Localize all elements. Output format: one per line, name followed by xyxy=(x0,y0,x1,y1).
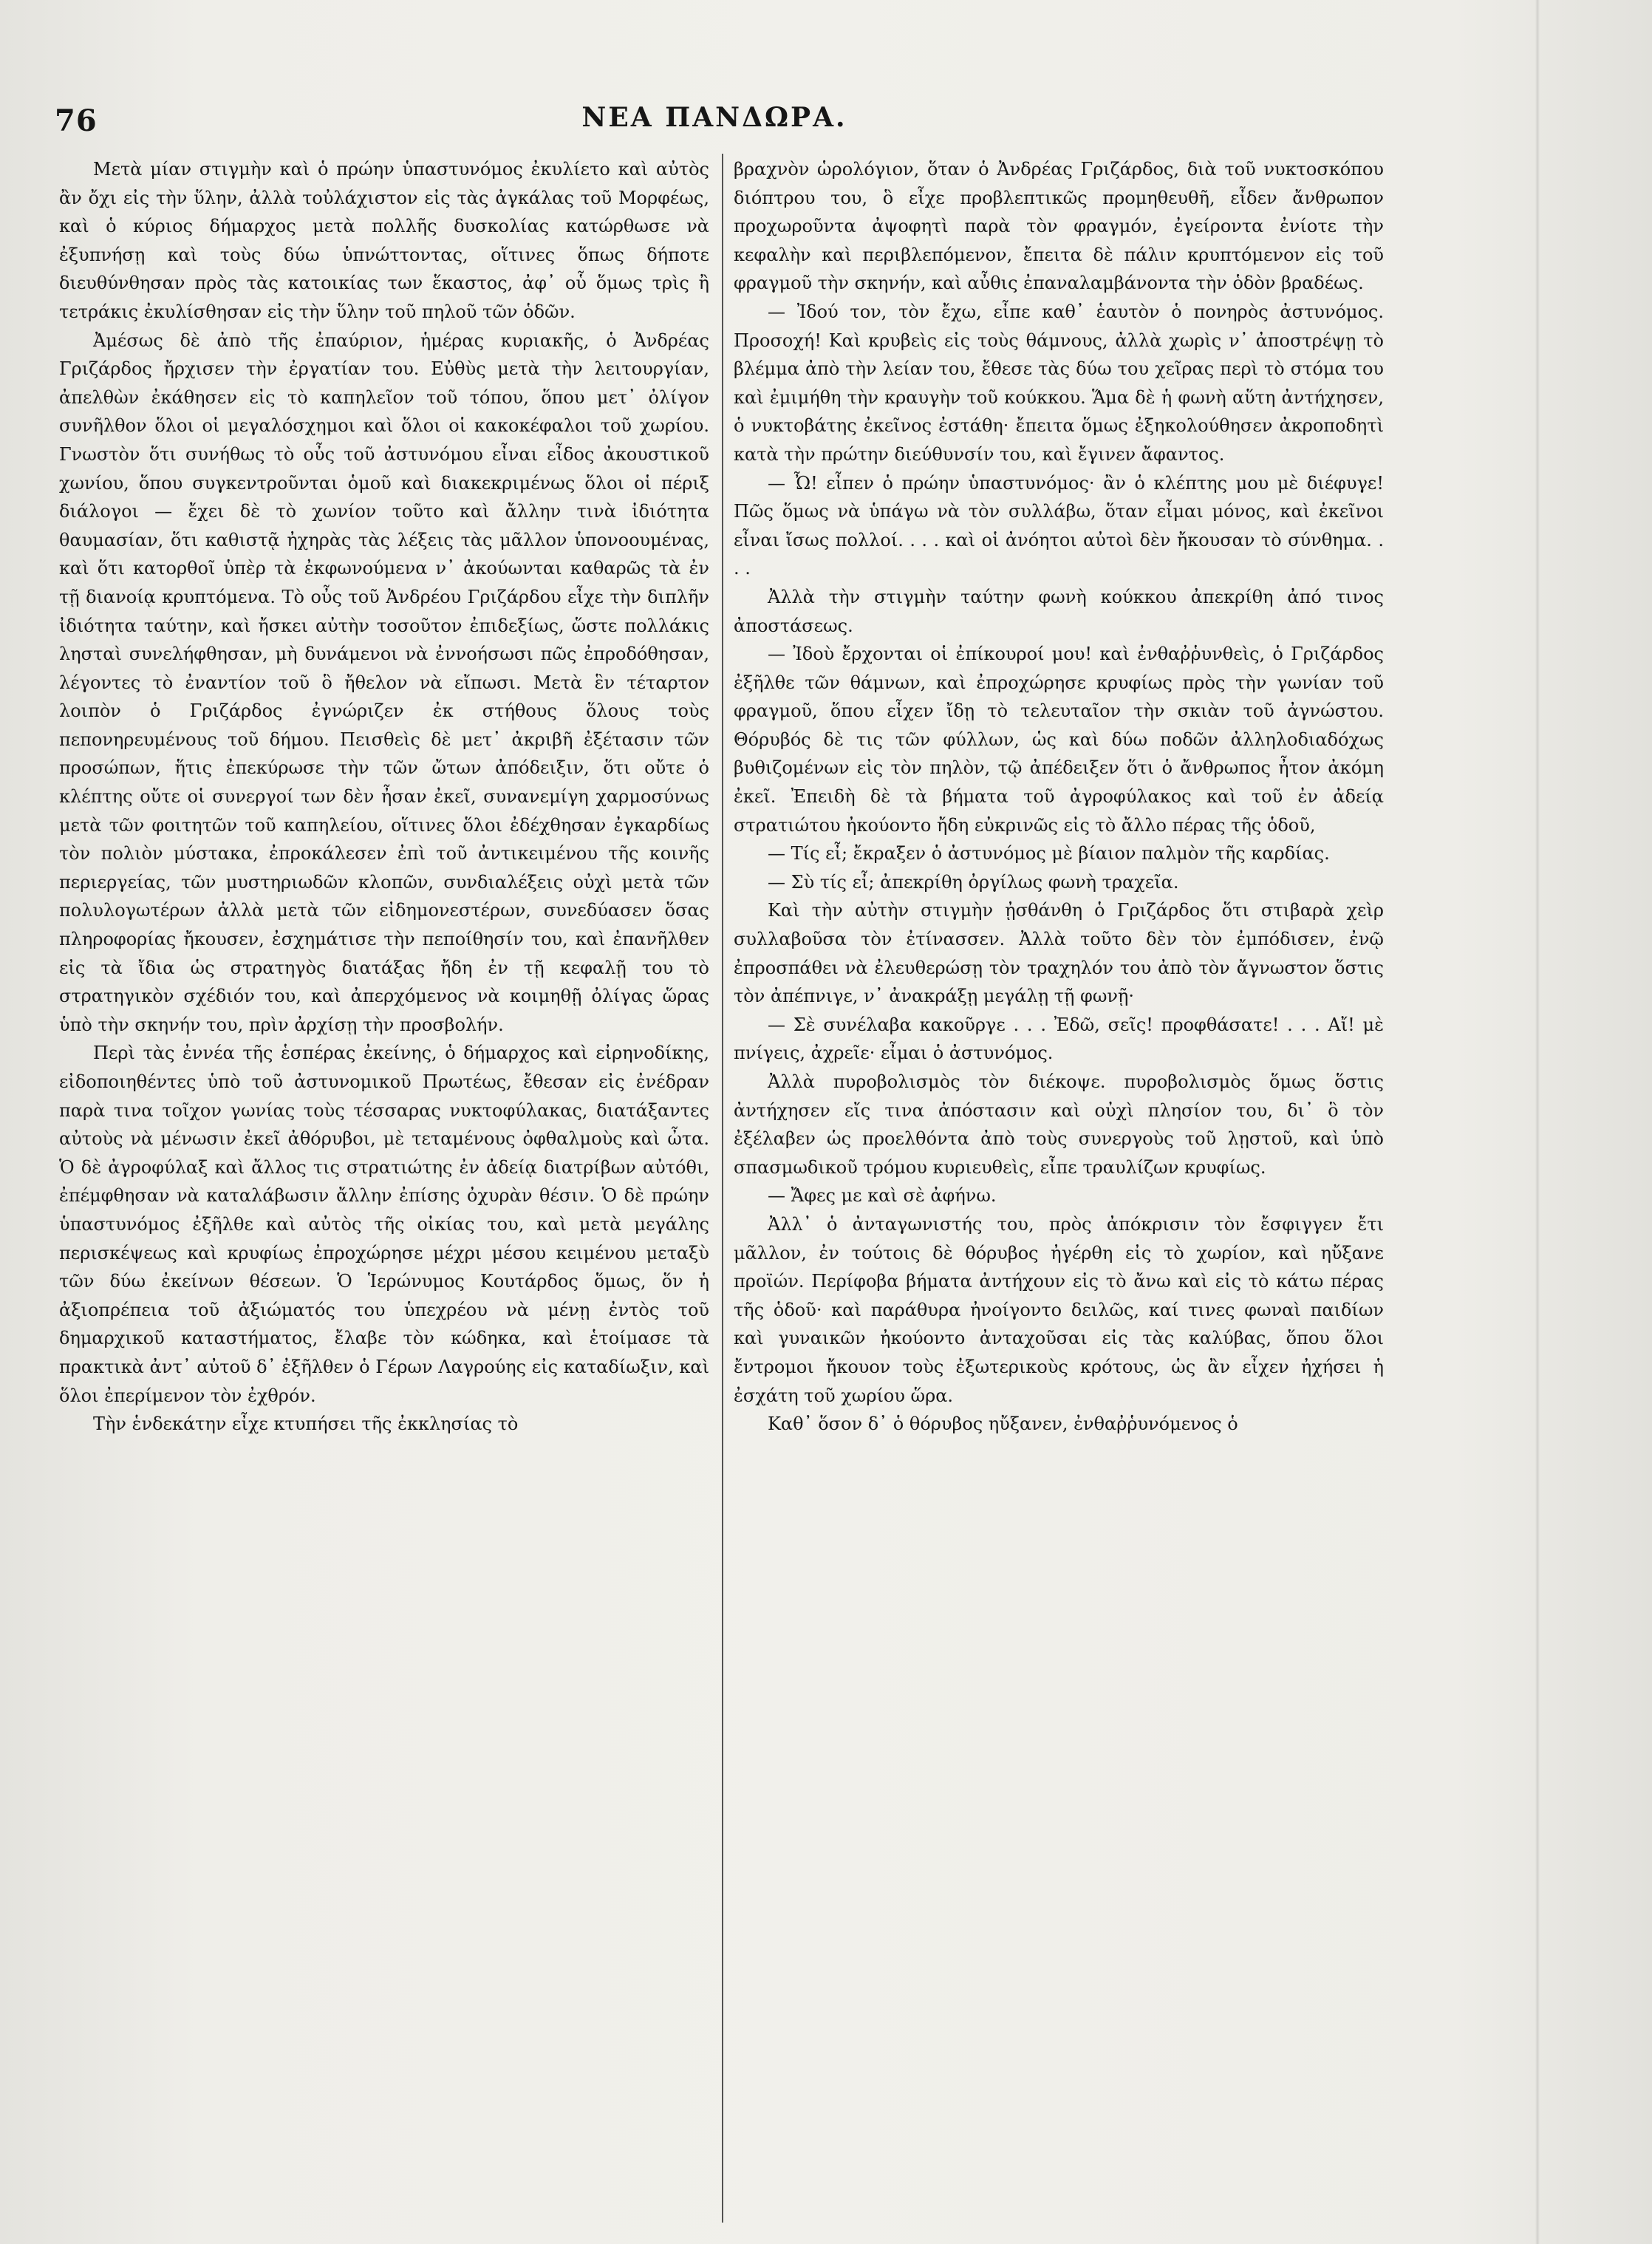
page-fold-shadow xyxy=(1535,0,1540,2244)
paragraph: — Ὦ! εἶπεν ὁ πρώην ὑπαστυνόμος· ἂν ὁ κλέπτης μου μὲ διέφυγε! Πῶς ὅμως νὰ ὑπάγω νὰ τὸν συλλάβω, ὅταν εἶμαι μόνος, καὶ ἐκεῖνοι εἶναι ἴσως πολλοί. . . . καὶ οἱ ἀνόητοι αὐτοὶ δὲν ἤκουσαν τὸ σύνθημα. . . . xyxy=(734,472,1384,579)
paragraph: Περὶ τὰς ἐννέα τῆς ἑσπέρας ἐκείνης, ὁ δήμαρχος καὶ εἰρηνοδίκης, εἰδοποιηθέντες ὑπὸ τοῦ ἀστυνομικοῦ Πρωτέως, ἔθεσαν εἰς ἐνέδραν παρὰ τινα τοῖχον γωνίας τοὺς τέσσαρας νυκτοφύλακας, διατάξαντες αὐτοὺς νὰ μένωσιν ἐκεῖ ἀθόρυβοι, μὲ τεταμένους ὀφθαλμοὺς καὶ ὦτα. Ὁ δὲ ἀγροφύλαξ καὶ ἄλλος τις στρατιώτης ἐν ἀδείᾳ διατρίβων αὐτόθι, ἐπέμφθησαν νὰ καταλάβωσιν ἄλλην ἐπίσης ὀχυρὰν θέσιν. Ὁ δὲ πρώην ὑπαστυνόμος ἐξῆλθε καὶ αὐτὸς τῆς οἰκίας του, καὶ μετὰ μεγάλης περισκέψεως καὶ κρυφίως ἐπροχώρησε μέχρι μέσου κειμένου μεταξὺ τῶν δύω ἐκείνων θέσεων. Ὁ Ἱερώνυμος Κουτάρδος ὅμως, ὅν ἡ ἀξιοπρέπεια τοῦ ἀξιώματός του ὑπεχρέου νὰ μένῃ ἐντὸς τοῦ δημαρχικοῦ καταστήματος, ἔλαβε τὸν κώδηκα, καὶ ἑτοίμασε τὰ πρακτικὰ ἀντ᾽ αὐτοῦ δ᾽ ἐξῆλθεν ὁ Γέρων Λαγρούης εἰς καταδίωξιν, καὶ ὅλοι ἐπερίμενον τὸν ἐχθρόν. xyxy=(59,1043,709,1406)
paragraph: — Σὲ συνέλαβα κακοῦργε . . . Ἐδῶ, σεῖς! προφθάσατε! . . . Αἴ! μὲ πνίγεις, ἀχρεῖε· εἶμαι ὁ ἀστυνόμος. xyxy=(734,1014,1384,1064)
paragraph: βραχνὸν ὡρολόγιον, ὅταν ὁ Ἀνδρέας Γριζάρδος, διὰ τοῦ νυκτοσκόπου διόπτρου του, ὃ εἶχε προβλεπτικῶς προμηθευθῆ, εἶδεν ἄνθρωπον προχωροῦντα ἀψοφητὶ παρὰ τὸν φραγμόν, ἐγείροντα ἐνίοτε τὴν κεφαλὴν καὶ περιβλεπόμενον, ἔπειτα δὲ πάλιν κρυπτόμενον εἰς τοῦ φραγμοῦ τὴν σκηνήν, καὶ αὖθις ἐπαναλαμβάνοντα τὴν ὁδὸν βραδέως. xyxy=(734,159,1384,294)
page-number: 76 xyxy=(55,103,98,138)
paragraph: Μετὰ μίαν στιγμὴν καὶ ὁ πρώην ὑπαστυνόμος ἐκυλίετο καὶ αὐτὸς ἂν ὄχι εἰς τὴν ὕλην, ἀλλὰ τοὐλάχιστον εἰς τὰς ἀγκάλας τοῦ Μορφέως, καὶ ὁ κύριος δήμαρχος μετὰ πολλῆς δυσκολίας κατώρθωσε νὰ ἐξυπνήσῃ καὶ τοὺς δύω ὑπνώττοντας, οἵτινες ὅπως δήποτε διευθύνθησαν πρὸς τὰς κατοικίας των ἕκαστος, ἀφ᾽ οὗ ὅμως τρὶς ἢ τετράκις ἐκυλίσθησαν εἰς τὴν ὕλην τοῦ πηλοῦ τῶν ὁδῶν. xyxy=(59,159,709,322)
paragraph: — Ἰδού τον, τὸν ἔχω, εἶπε καθ᾽ ἑαυτὸν ὁ πονηρὸς ἀστυνόμος. Προσοχή! Καὶ κρυβεὶς εἰς τοὺς θάμνους, ἀλλὰ χωρὶς ν᾽ ἀποστρέψῃ τὸ βλέμμα ἀπὸ τὴν λείαν του, ἔθεσε τὰς δύω του χεῖρας περὶ τὸ στόμα του καὶ ἐμιμήθη τὴν κραυγὴν τοῦ κούκκου. Ἅμα δὲ ἡ φωνὴ αὕτη ἀντήχησεν, ὁ νυκτοβάτης ἐκεῖνος ἐστάθη· ἔπειτα ὅμως ἐξηκολούθησεν ἀκροποδητὶ κατὰ τὴν πρώτην διεύθυνσίν του, καὶ ἔγινεν ἄφαντος. xyxy=(734,301,1384,465)
paragraph: Καθ᾽ ὅσον δ᾽ ὁ θόρυβος ηὔξανεν, ἐνθαῤῥυνόμενος ὁ xyxy=(768,1413,1238,1435)
paragraph: Ἀλλὰ τὴν στιγμὴν ταύτην φωνὴ κούκκου ἀπεκρίθη ἀπό τινος ἀποστάσεως. xyxy=(734,586,1384,636)
paragraph: Καὶ τὴν αὐτὴν στιγμὴν ᾐσθάνθη ὁ Γριζάρδος ὅτι στιβαρὰ χεὶρ συλλαβοῦσα τὸν ἐτίνασσεν. Ἀλλὰ τοῦτο δὲν τὸν ἐμπόδισεν, ἐνῷ ἐπροσπάθει νὰ ἐλευθερώσῃ τὸν τραχηλόν του ἀπὸ τὸν ἄγνωστον ὅστις τὸν ἀπέπνιγε, ν᾽ ἀνακράξῃ μεγάλῃ τῇ φωνῇ· xyxy=(734,900,1384,1007)
left-column xyxy=(59,155,709,2217)
paragraph: Ἀμέσως δὲ ἀπὸ τῆς ἐπαύριον, ἡμέρας κυριακῆς, ὁ Ἀνδρέας Γριζάρδος ἤρχισεν τὴν ἐργατίαν του. Εὐθὺς μετὰ τὴν λειτουργίαν, ἀπελθὼν ἐκάθησεν εἰς τὸ καπηλεῖον τοῦ τόπου, ὅπου μετ᾽ ὀλίγον συνῆλθον ὅλοι οἱ μεγαλόσχημοι καὶ ὅλοι οἱ κακοκέφαλοι τοῦ χωρίου. Γνωστὸν ὅτι συνήθως τὸ οὖς τοῦ ἀστυνόμου εἶναι εἶδος ἀκουστικοῦ χωνίου, ὅπου συγκεντροῦνται ὁμοῦ καὶ διακεκριμένως ὅλοι οἱ πέριξ διάλογοι — ἔχει δὲ τὸ χωνίον τοῦτο καὶ ἄλλην τινὰ ἰδιότητα θαυμασίαν, ὅτι καθιστᾷ ἠχηρὰς τὰς λέξεις τὰς μᾶλλον ὑπονοουμένας, καὶ ὅτι κατορθοῖ ὑπὲρ τὰ ἐκφωνούμενα ν᾽ ἀκούωνται καθαρῶς τὰ ἐν τῇ διανοίᾳ κρυπτόμενα. Τὸ οὖς τοῦ Ἀνδρέου Γριζάρδου εἶχε τὴν διπλῆν ἰδιότητα ταύτην, καὶ ἤσκει αὐτὴν τοσοῦτον ἐπιδεξίως, ὥστε πολλάκις λησταὶ συνελήφθησαν, μὴ δυνάμενοι νὰ ἐννοήσωσι πῶς ἐπροδόθησαν, λέγοντες τὸ ἐναντίον τοῦ ὃ ἤθελον νὰ εἴπωσι. Μετὰ ἓν τέταρτον λοιπὸν ὁ Γριζάρδος ἐγνώριζεν ἐκ στήθους ὅλους τοὺς πεπονηρευμένους τοῦ δήμου. Πεισθεὶς δὲ μετ᾽ ἀκριβῆ ἐξέτασιν τῶν προσώπων, ἥτις ἐπεκύρωσε τὴν τῶν ὤτων ἀπόδειξιν, ὅτι οὔτε ὁ κλέπτης οὔτε οἱ συνεργοί των δὲν ἦσαν ἐκεῖ, συνανεμίγη χαρμοσύνως μετὰ τῶν φοιτητῶν τοῦ καπηλείου, οἵτινες ὅλοι ἐδέχθησαν ἐγκαρδίως τὸν πολιὸν μύστακα, ἐπροκάλεσεν ἐπὶ τοῦ ἀντικειμένου τῆς κοινῆς περιεργείας, τῶν μυστηριωδῶν κλοπῶν, συνδιαλέξεις οὐχὶ μετὰ τῶν πολυλογωτέρων ἀλλὰ μετὰ τῶν εἰδημονεστέρων, συνεδύασεν ὅσας πληροφορίας ἤκουσεν, ἐσχημάτισε τὴν πεποίθησίν του, καὶ ἐπανῆλθεν εἰς τὰ ἴδια ὡς στρατηγὸς διατάξας ἤδη ἐν τῇ κεφαλῇ του τὸ στρατηγικὸν σχέδιόν του, καὶ ἀπερχόμενος νὰ κοιμηθῇ ὀλίγας ὥρας ὑπὸ τὴν σκηνήν του, πρὶν ἀρχίσῃ τὴν προσβολήν. xyxy=(59,330,709,1035)
running-title: ΝΕΑ ΠΑΝΔΩΡΑ. xyxy=(581,102,847,133)
page-header xyxy=(38,99,1390,143)
paragraph: Τὴν ἑνδεκάτην εἶχε κτυπήσει τῆς ἐκκλησίας τὸ xyxy=(93,1413,519,1435)
paragraph: — Ἰδοὺ ἔρχονται οἱ ἐπίκουροί μου! καὶ ἐνθαῤῥυνθεὶς, ὁ Γριζάρδος ἐξῆλθε τῶν θάμνων, καὶ ἐπροχώρησε κρυφίως πρὸς τὴν γωνίαν τοῦ φραγμοῦ, ὅπου εἶχεν ἴδῃ τὸ τελευταῖον τὴν σκιὰν τοῦ ἀγνώστου. Θόρυβός δὲ τις τῶν φύλλων, ὡς καὶ δύω ποδῶν ἀλληλοδιαδόχως βυθιζομένων εἰς τὸν πηλὸν, τῷ ἀπέδειξεν ὅτι ὁ ἄνθρωπος ἦτον ἀκόμη ἐκεῖ. Ἐπειδὴ δὲ τὰ βήματα τοῦ ἀγροφύλακος καὶ τοῦ ἐν ἀδείᾳ στρατιώτου ἠκούοντο ἤδη εὐκρινῶς εἰς τὸ ἄλλο πέρας τῆς ὁδοῦ, xyxy=(734,644,1384,836)
right-column xyxy=(734,155,1384,2217)
column-divider xyxy=(722,154,723,2223)
paragraph: Ἀλλὰ πυροβολισμὸς τὸν διέκοψε. πυροβολισμὸς ὅμως ὅστις ἀντήχησεν εἴς τινα ἀπόστασιν καὶ οὐχὶ πλησίον του, δι᾽ ὃ τὸν ἐξέλαβεν ὡς προελθόντα ἀπὸ τοὺς συνεργοὺς τοῦ λῃστοῦ, καὶ ὑπὸ σπασμωδικοῦ τρόμου κυριευθεὶς, εἶπε τραυλίζων κρυφίως. xyxy=(734,1071,1384,1178)
paragraph: — Σὺ τίς εἶ; ἀπεκρίθη ὀργίλως φωνὴ τραχεῖα. xyxy=(768,871,1179,893)
paragraph: — Τίς εἶ; ἔκραξεν ὁ ἀστυνόμος μὲ βίαιον παλμὸν τῆς καρδίας. xyxy=(768,843,1330,864)
paragraph: — Ἄφες με καὶ σὲ ἀφήνω. xyxy=(768,1185,997,1207)
paragraph: Ἀλλ᾽ ὁ ἀνταγωνιστής του, πρὸς ἀπόκρισιν τὸν ἔσφιγγεν ἔτι μᾶλλον, ἐν τούτοις δὲ θόρυβος ἠγέρθη εἰς τὸ χωρίον, καὶ ηὔξανε προϊών. Περίφοβα βήματα ἀντήχουν εἰς τὸ ἄνω καὶ εἰς τὸ κάτω πέρας τῆς ὁδοῦ· καὶ παράθυρα ἠνοίγοντο δειλῶς, καί τινες φωναὶ παιδίων καὶ γυναικῶν ἠκούοντο ἀνταχοῦσαι εἰς τὰς καλύβας, ὅπου ὅλοι ἔντρομοι ἤκουον τοὺς ἐξωτερικοὺς κρότους, ὡς ἂν εἶχεν ἠχήσει ἡ ἐσχάτη τοῦ χωρίου ὥρα. xyxy=(734,1213,1384,1406)
